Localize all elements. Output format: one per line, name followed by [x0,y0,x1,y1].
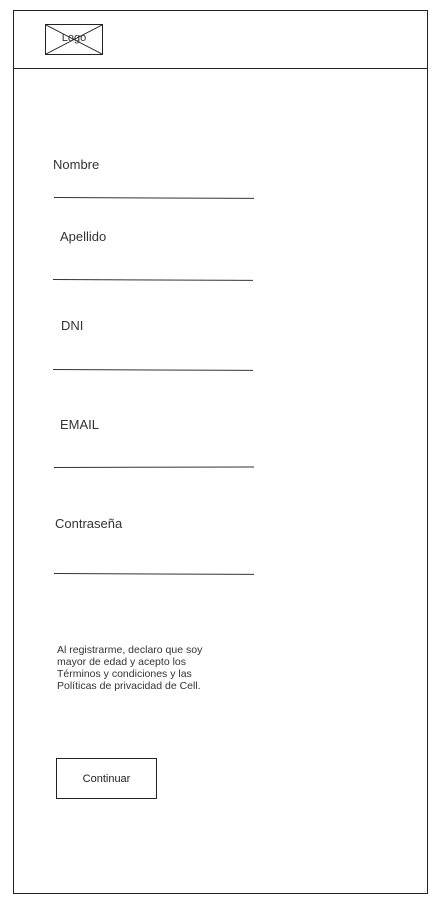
email-label: EMAIL [60,417,100,432]
logo-text: Logo [61,32,87,44]
legal-disclaimer: Al registrarme, declaro que soy mayor de edad y acepto los Términos y condiciones y las Políticas de privacidad de Cell. [57,644,203,692]
dni-label: DNI [61,318,84,333]
logo-placeholder [45,24,103,55]
contrasena-label: Contraseña [55,516,123,531]
continue-button[interactable]: Continuar [56,758,157,799]
apellido-label: Apellido [60,229,107,244]
nombre-label: Nombre [53,157,100,172]
